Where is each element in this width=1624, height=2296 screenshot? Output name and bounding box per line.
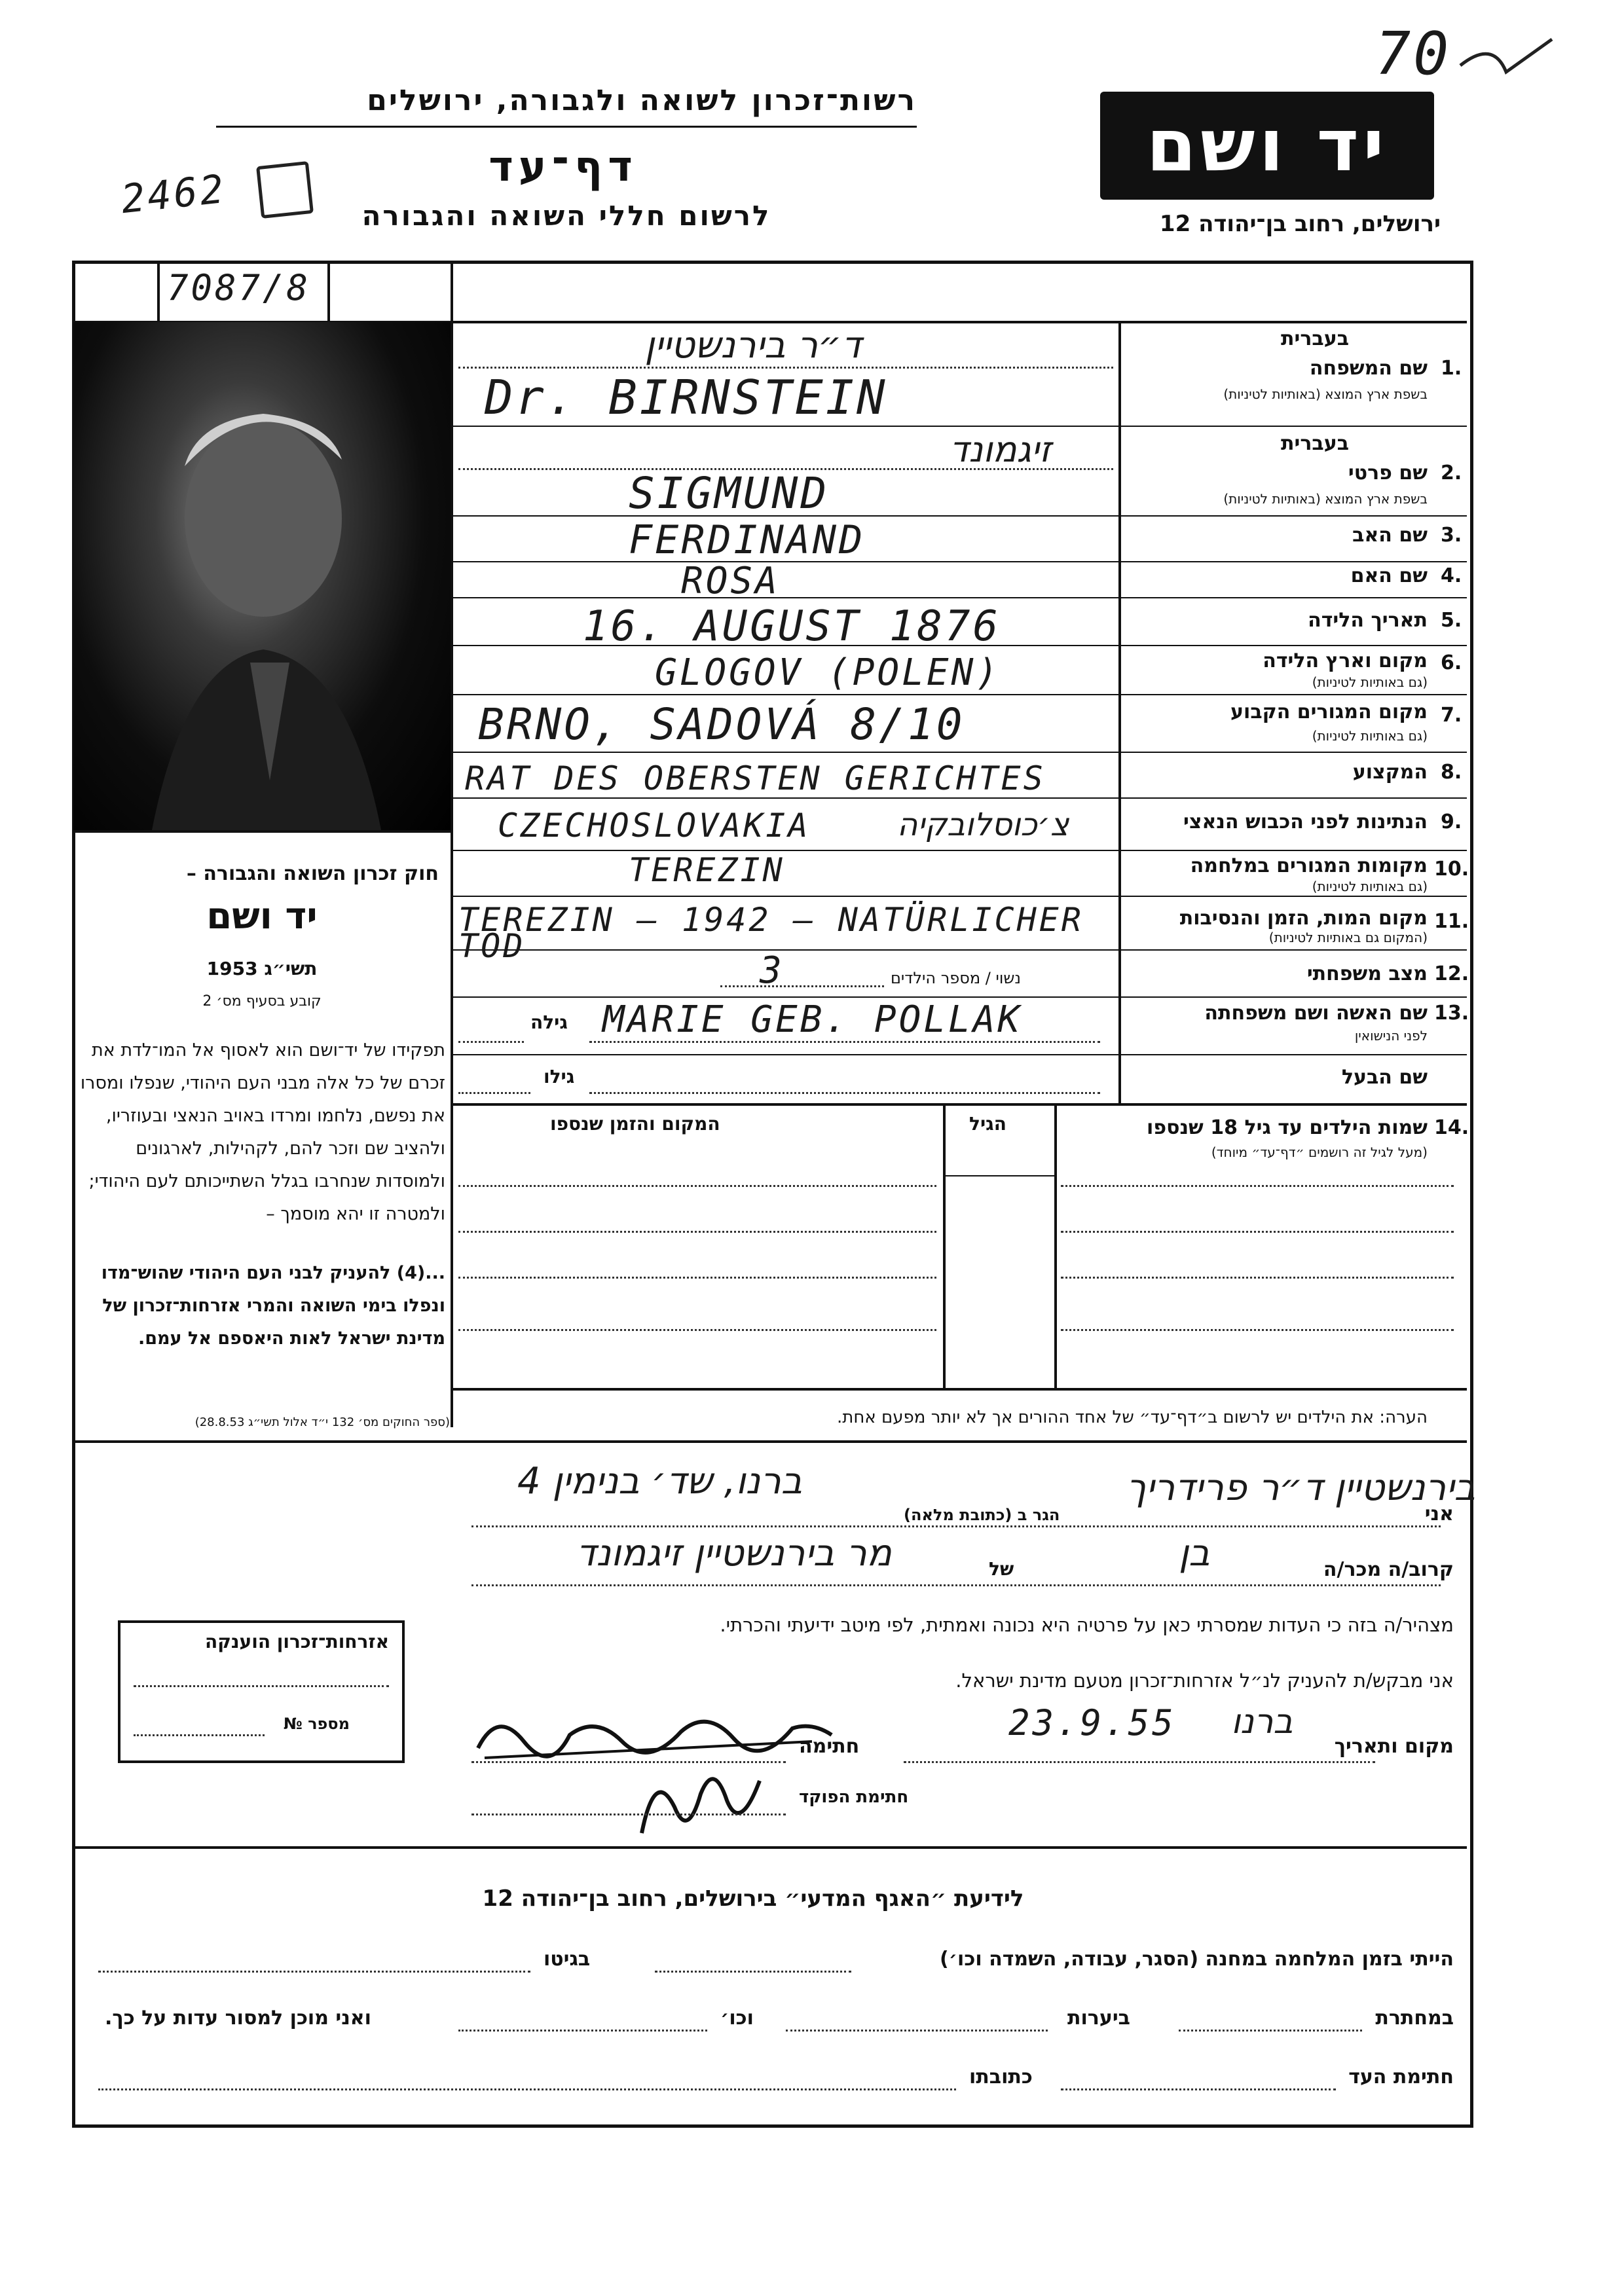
decl-line2-value: מר בירנשטיין זיגמונד [576, 1532, 892, 1575]
file-number: 7087/8 [167, 267, 311, 308]
stamp-number: 2462 [119, 166, 229, 223]
footer-line2-c: וכו׳ [720, 2007, 754, 2030]
field-2-label: שם פרטי [1348, 462, 1428, 484]
field-husband-label: שם הבעל [1341, 1066, 1428, 1089]
field-10-label: מקומות המגורים במלחמה [1190, 854, 1428, 877]
footer-title: לידיעת ״האגף המדעי״ בירושלים, רחוב בן־יהודה 12 [482, 1886, 1024, 1912]
children-row [458, 1185, 936, 1187]
field-13-sub: לפני הנישואין [1354, 1028, 1428, 1044]
field-2-value: SIGMUND [629, 468, 830, 519]
signature-label: חתימה [799, 1735, 860, 1758]
law-line4: קובע בסעיף מס׳ 2 [202, 993, 322, 1010]
field-1-value: Dr. BIRNSTEIN [485, 370, 888, 425]
children-note: (מעל לגיל זה רושמים ״דף־עד״ מיוחד) [1211, 1144, 1428, 1160]
field-11-sub: (המקום גם באותיות לטיניות) [1268, 930, 1428, 945]
official-signature [629, 1755, 773, 1853]
field-6-sub: (גם באותיות לטיניות) [1312, 674, 1428, 690]
field-13-num: 13. [1434, 1002, 1469, 1025]
field-5-value: 16. AUGUST 1876 [583, 602, 1001, 651]
children-row [1061, 1277, 1454, 1279]
field-1-sub: בשפת ארץ המוצא (באותיות לטיניות) [1223, 386, 1428, 402]
place-value: ברנו [1231, 1702, 1293, 1741]
field-10-num: 10. [1434, 858, 1469, 881]
field-11-num: 11. [1434, 910, 1469, 933]
children-num: 14. [1434, 1116, 1469, 1139]
field-6-label: מקום וארץ הלידה [1263, 649, 1428, 672]
field-2-sub: בשפת ארץ המוצא (באותיות לטיניות) [1223, 491, 1428, 507]
law-para4: ...(4) להעניק לבני העם היהודי שהוש־מדו ונפלו בימי השואה והמרי אזרחות־זכרון של מדינת ישראל לאות היאספם אל עמם. [101, 1263, 445, 1349]
children-row [458, 1231, 936, 1233]
logo-text: יד ושם [1146, 103, 1388, 187]
place-date-label: מקום ותאריך [1334, 1735, 1454, 1758]
field-7-label: מקום המגורים הקבוע [1230, 701, 1428, 723]
field-6-value: GLOGOV (POLEN) [655, 651, 1001, 694]
form-title: דף־עד [489, 143, 638, 191]
field-7-sub: (גם באותיות לטיניות) [1312, 728, 1428, 744]
corner-scribble [1454, 26, 1559, 111]
field-9-label: הנתינות לפני הכבוש הנאצי [1183, 811, 1428, 833]
law-citation: (ספר החוקים מס׳ 132 י״ד אלול תשי״ג 28.8.53) [194, 1415, 450, 1429]
field-7-value: BRNO, SADOVÁ 8/10 [478, 699, 965, 750]
decl-line1-address: ברנו, שד׳ בנימין 4 [517, 1460, 803, 1503]
field-11-value: TEREZIN – 1942 – NATÜRLICHER TOD [458, 901, 1084, 965]
stamp-mark [256, 161, 314, 219]
field-4-value: ROSA [681, 560, 780, 602]
children-row [458, 1277, 936, 1279]
decl-line1-value: בירנשטיין ד״ר פרידריך [1126, 1467, 1475, 1509]
footer-line1-b: בגיטו [544, 1948, 591, 1971]
footer-line3-a: חתימת העד [1348, 2066, 1454, 2088]
decl-line2-of: של [989, 1558, 1014, 1580]
law-line2: יד ושם [206, 895, 318, 938]
official-label: חתימת הפוקד [799, 1787, 909, 1807]
field-10-sub: (גם באותיות לטיניות) [1312, 879, 1428, 894]
field-4-label: שם האם [1350, 564, 1428, 587]
law-line1: חוק זכרון השואה והגבורה – [186, 862, 439, 885]
field-10-value: TEREZIN [629, 851, 785, 889]
portrait-photo [73, 322, 451, 830]
decl-line3: מצהיר/ה בזה כי העדות שמסרתי כאן על פרטיה היא נכונה ואמתית, לפי מיטב ידיעתי והכרתי. [720, 1614, 1454, 1636]
certificate-title: אזרחות־זכרון הוענקה [205, 1631, 389, 1652]
field-3-num: 3. [1441, 524, 1462, 547]
field-9-value: CZECHOSLOVAKIA [498, 807, 811, 845]
field-4-num: 4. [1441, 564, 1462, 587]
authority-title: רשות־זכרון לשואה ולגבורה, ירושלים [367, 84, 917, 117]
field-12-label: מצב משפחתי [1306, 962, 1428, 985]
law-body: תפקידו של יד־ושם הוא לאסוף אל המו־לדת את זכרם של כל אלה מבני העם היהודי, שנפלו ומסרו את נפשם, נלחמו ומרדו באויב הנאצי ובעוזריו, ולהציב שם וזכר להם, לקהילות, לארגונים ולמוסדות שנחרבו בגלל השתייכותם לעם היהודי; ולמטרה זו יהא מוסמך – [80, 1040, 445, 1224]
field-9-num: 9. [1441, 811, 1462, 833]
field-13-aside: גילה [530, 1011, 568, 1033]
field-1-value-he: ד״ר בירנשטיין [644, 324, 862, 367]
field-3-label: שם האב [1352, 524, 1428, 547]
field-1-num: 1. [1441, 357, 1462, 380]
portrait-silhouette [73, 322, 451, 830]
children-col-age: הגיל [969, 1113, 1006, 1135]
decl-line1-mid: הגר ב (כתובת מלאה) [904, 1506, 1060, 1524]
field-7-num: 7. [1441, 704, 1462, 727]
decl-line4: אני מבקש/ת להעניק לנ״ל אזרחות־זכרון מטעם מדינת ישראל. [955, 1669, 1454, 1692]
yad-vashem-logo [1100, 92, 1434, 200]
decl-line2-rel: בן [1179, 1532, 1210, 1575]
field-1-tag: בעברית [1281, 327, 1349, 350]
children-row [1061, 1329, 1454, 1331]
field-3-value: FERDINAND [629, 517, 866, 563]
children-row [1061, 1231, 1454, 1233]
field-8-label: המקצוע [1352, 761, 1428, 784]
certificate-box [118, 1620, 405, 1763]
form-subtitle: לרשום חללי השואה והגבורה [361, 200, 771, 232]
decl-line2-label: קרוב/ה מכר/ה [1323, 1558, 1454, 1581]
corner-mark: 70 [1375, 20, 1452, 88]
field-husband-aside: גילו [544, 1066, 575, 1087]
decl-line1-label: אני [1424, 1503, 1454, 1525]
field-12-value: 3 [760, 949, 784, 992]
children-row [1061, 1185, 1454, 1187]
field-2-value-he: זיגמונד [950, 429, 1052, 470]
footer-line2-b: ביערות [1067, 2007, 1130, 2030]
remark: הערה: את הילדים יש לרשום ב״דף־עד״ של אחד ההורים אך לא יותר מפעם אחת. [837, 1408, 1428, 1427]
field-12-num: 12. [1434, 962, 1469, 985]
address: ירושלים, רחוב בן־יהודה 12 [1159, 211, 1441, 237]
field-11-label: מקום המות, הזמן והנסיבות [1179, 907, 1428, 930]
field-8-num: 8. [1441, 761, 1462, 784]
field-5-num: 5. [1441, 609, 1462, 632]
field-1-label: שם המשפחה [1309, 357, 1428, 380]
footer-line2-d: ואני מוכן למסור עדות על כך. [105, 2007, 371, 2030]
field-8-value: RAT DES OBERSTEN GERICHTES [465, 759, 1046, 797]
date-value: 23.9.55 [1008, 1702, 1176, 1743]
children-title: שמות הילדים עד גיל 18 שנספו [1147, 1116, 1428, 1139]
field-2-tag: בעברית [1281, 432, 1349, 455]
field-13-value: MARIE GEB. POLLAK [602, 998, 1023, 1041]
field-9-value-he: צ׳כוסלובקיה [897, 807, 1069, 843]
law-line3: תשי״ג 1953 [206, 958, 318, 979]
children-row [458, 1329, 936, 1331]
field-12-aside: נשוי / מספר הילדים [891, 969, 1021, 987]
children-col-place: המקום והזמן שנספו [550, 1113, 720, 1135]
field-2-num: 2. [1441, 462, 1462, 484]
field-5-label: תאריך הלידה [1308, 609, 1428, 632]
field-6-num: 6. [1441, 651, 1462, 674]
footer-line3-b: כתובתו [969, 2066, 1033, 2088]
certificate-number-label: מספר № [283, 1715, 350, 1733]
footer-line1-a: הייתי בזמן המלחמה במחנה (הסגר, עבודה, השמדה וכו׳) [940, 1948, 1454, 1971]
field-13-label: שם האשה ושם משפחתה [1204, 1002, 1428, 1025]
footer-line2-a: במחתרת [1375, 2007, 1454, 2030]
